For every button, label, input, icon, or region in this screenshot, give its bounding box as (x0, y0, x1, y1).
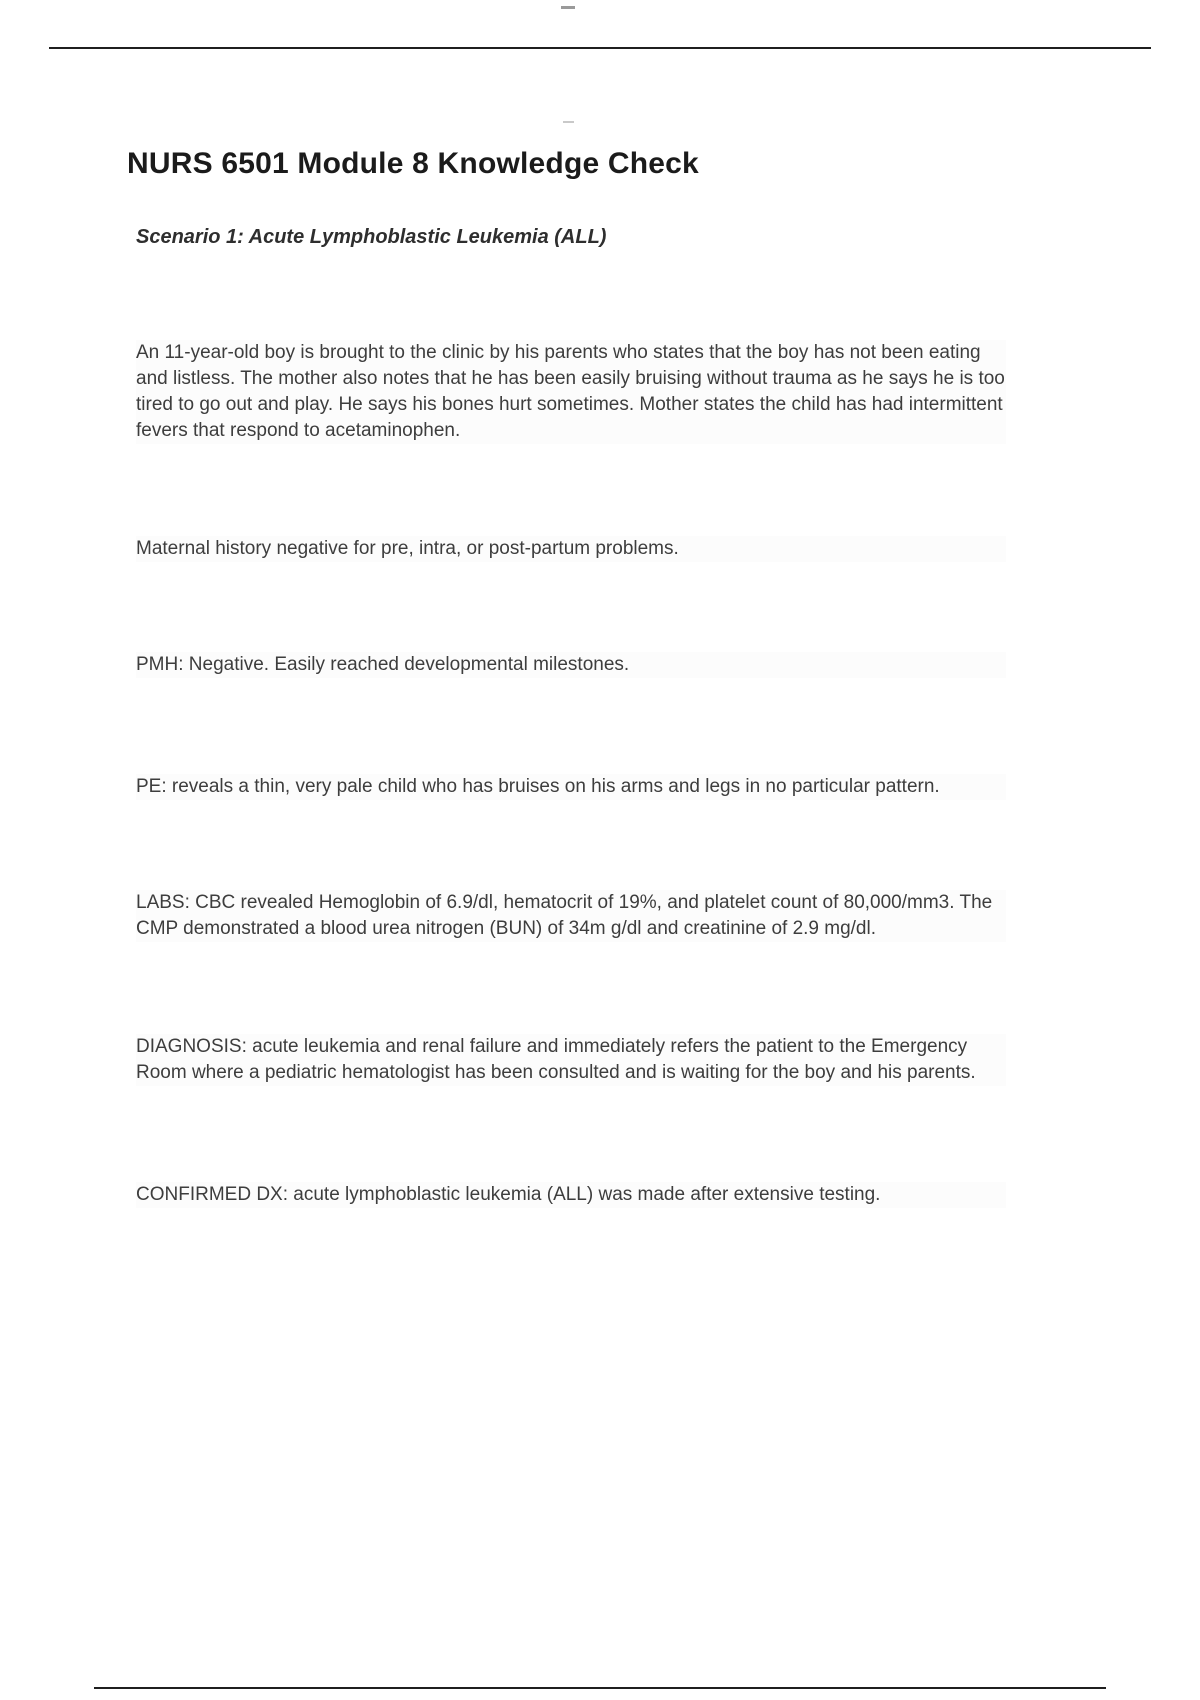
paragraph-diagnosis: DIAGNOSIS: acute leukemia and renal failure and immediately refers the patient to the Emergency Room where a pediatric hematologist has been consulted and is waiting for the boy and his parents. (136, 1036, 976, 1083)
paragraph-labs: LABS: CBC revealed Hemoglobin of 6.9/dl, hematocrit of 19%, and platelet count of 80,000/mm3. The CMP demonstrated a blood urea nitrogen (BUN) of 34m g/dl and creatinine of 2.9 mg/dl. (136, 892, 993, 939)
page-title: NURS 6501 Module 8 Knowledge Check (127, 147, 699, 180)
paragraph-pe: PE: reveals a thin, very pale child who has bruises on his arms and legs in no particular pattern. (136, 776, 940, 797)
bottom-divider (94, 1687, 1106, 1689)
document-content (127, 0, 1006, 1208)
paragraph-case-presentation: An 11-year-old boy is brought to the clinic by his parents who states that the boy has not been eating and listless. The mother also notes that he has been easily bruising without trauma as he says he is too tired to go out and play. He says his bones hurt sometimes. Mother states the child has had intermittent fevers that respond to acetaminophen. (136, 342, 1005, 441)
scenario-heading: Scenario 1: Acute Lymphoblastic Leukemia (ALL) (136, 226, 607, 248)
paragraph-maternal-history: Maternal history negative for pre, intra, or post-partum problems. (136, 538, 679, 559)
paragraph-confirmed-dx: CONFIRMED DX: acute lymphoblastic leukemia (ALL) was made after extensive testing. (136, 1184, 881, 1205)
paragraph-pmh: PMH: Negative. Easily reached developmental milestones. (136, 654, 630, 675)
